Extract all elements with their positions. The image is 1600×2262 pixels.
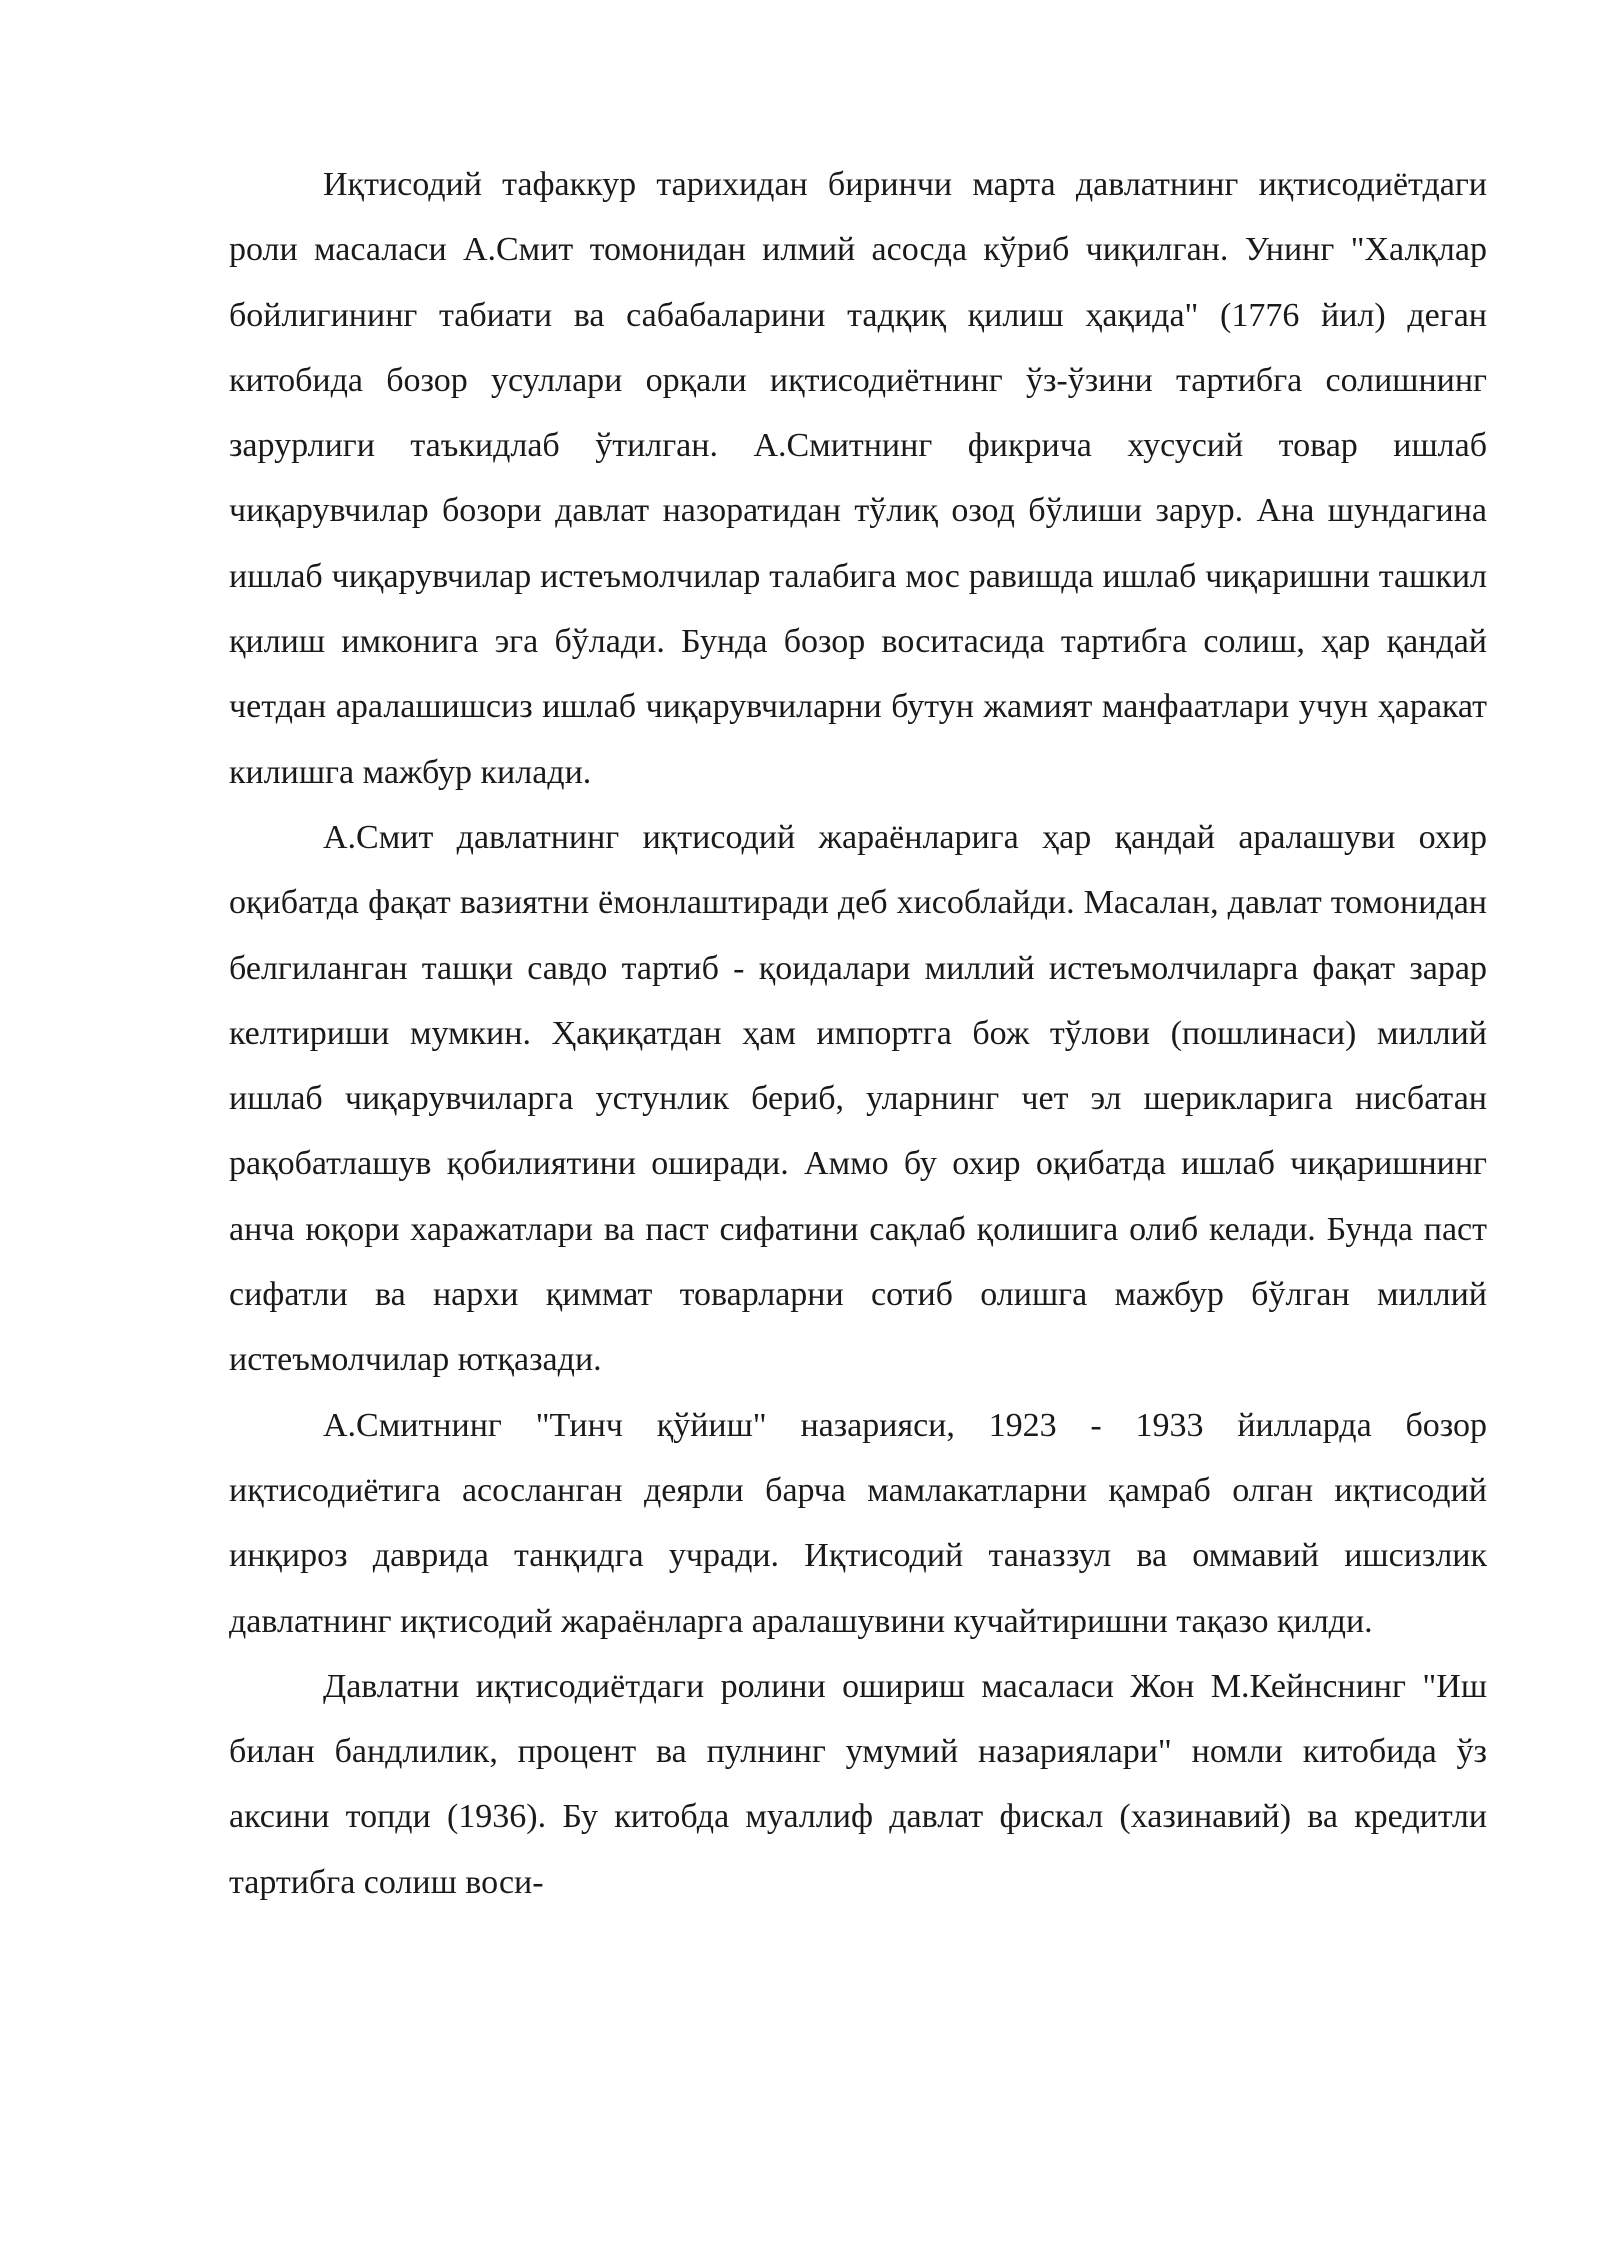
paragraph-3: А.Смитнинг "Тинч қўйиш" назарияси, 1923 - 1933 йилларда бозор иқтисодиётига асосланган деярли барча мамлакатларни қамраб олган иқтисодий инқироз даврида танқидга учради. Иқтисодий таназзул ва оммавий ишсизлик давлатнинг иқтисодий жараёнларга аралашувини кучайтиришни тақазо қилди.	[229, 1406, 1487, 1640]
paragraph-4: Давлатни иқтисодиётдаги ролини ошириш масаласи Жон М.Кейнснинг "Иш билан бандлилик, процент ва пулнинг умумий назариялари" номли китобида ўз аксини топди (1936). Бу китобда муаллиф давлат фискал (хазинавий) ва кредитли тартибга солиш воси-	[229, 1667, 1487, 1901]
paragraph-1: Иқтисодий тафаккур тарихидан биринчи марта давлатнинг иқтисодиётдаги роли масаласи А.Смит томонидан илмий асосда кўриб чиқилган. Унинг "Халқлар бойлигининг табиати ва сабабаларини тадқиқ қилиш ҳақида" (1776 йил) деган китобида бозор усуллари орқали иқтисодиётнинг ўз-ўзини тартибга солишнинг зарурлиги таъкидлаб ўтилган. А.Смитнинг фикрича хусусий товар ишлаб чиқарувчилар бозори давлат назоратидан тўлиқ озод бўлиши зарур. Ана шундагина ишлаб чиқарувчилар истеъмолчилар талабига мос равишда ишлаб чиқаришни ташкил қилиш имконига эга бўлади. Бунда бозор воситасида тартибга солиш, ҳар қандай четдан аралашишсиз ишлаб чиқарувчиларни бутун жамият манфаатлари учун ҳаракат килишга мажбур килади.	[229, 166, 1487, 791]
body-text	[229, 152, 1487, 1915]
paragraph-2: А.Смит давлатнинг иқтисодий жараёнларига ҳар қандай аралашуви охир оқибатда фақат вазиятни ёмонлаштиради деб хисоблайди. Масалан, давлат томонидан белгиланган ташқи савдо тартиб - қоидалари миллий истеъмолчиларга фақат зарар келтириши мумкин. Ҳақиқатдан ҳам импортга бож тўлови (пошлинаси) миллий ишлаб чиқарувчиларга устунлик бериб, уларнинг чет эл шерикларига нисбатан рақобатлашув қобилиятини оширади. Аммо бу охир оқибатда ишлаб чиқаришнинг анча юқори харажатлари ва паст сифатини сақлаб қолишига олиб келади. Бунда паст сифатли ва нархи қиммат товарларни сотиб олишга мажбур бўлган миллий истеъмолчилар ютқазади.	[229, 818, 1487, 1379]
